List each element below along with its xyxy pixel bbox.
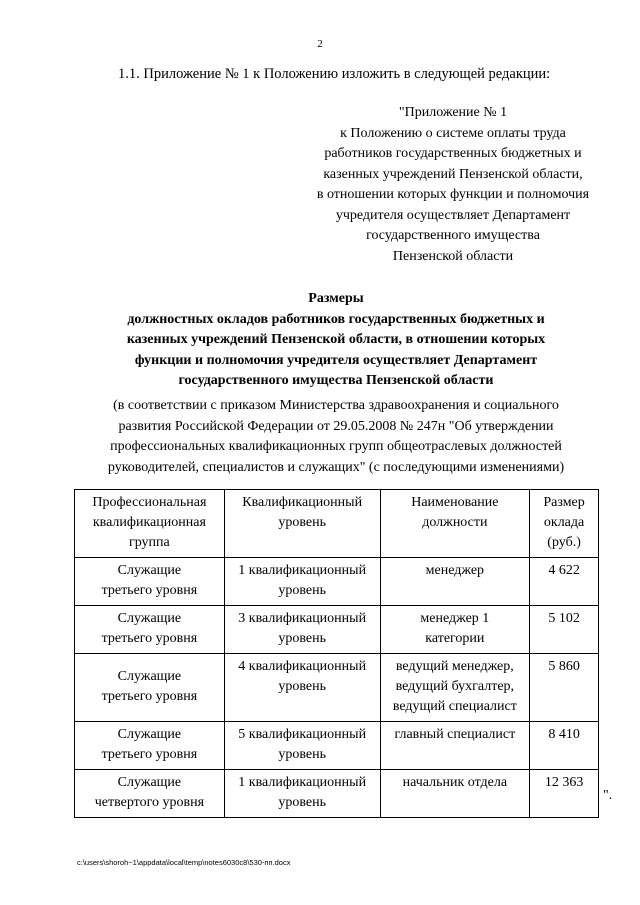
table-row xyxy=(75,722,599,770)
cell-group xyxy=(75,558,225,606)
cell-text: менеджер 1 xyxy=(420,611,490,626)
basis-line: (в соответствии с приказом Министерства здравоохранения и социального xyxy=(113,398,559,413)
title-line: должностных окладов работников государственных бюджетных и xyxy=(127,311,545,327)
cell-text: четвертого уровня xyxy=(94,795,205,810)
document-title xyxy=(86,289,586,392)
cell-text: главный специалист xyxy=(394,727,516,742)
appendix-line: "Приложение № 1 xyxy=(398,105,508,120)
cell-text: Служащие xyxy=(117,727,182,742)
footer-file-path: c:\users\shoroh~1\appdata\local\temp\notes6030c8\530-пп.docx xyxy=(77,858,291,867)
basis-line: руководителей, специалистов и служащих" (с последующими изменениями) xyxy=(107,459,565,475)
cell-text: уровень xyxy=(278,747,326,762)
appendix-line: государственного имущества xyxy=(366,228,540,243)
cell-level xyxy=(224,770,380,818)
cell-level xyxy=(224,558,380,606)
header-salary xyxy=(530,490,599,558)
closing-quote: ". xyxy=(603,788,613,803)
cell-text: 4 квалификационный xyxy=(238,659,367,674)
header-qualification-level xyxy=(224,490,380,558)
table-row xyxy=(75,654,599,722)
header-text: Размер xyxy=(543,495,585,510)
cell-group xyxy=(75,654,225,722)
header-text: квалификационная xyxy=(92,515,206,530)
header-text: Наименование xyxy=(411,495,499,510)
cell-text: уровень xyxy=(278,795,326,810)
table-header-row xyxy=(75,490,599,558)
title-line: государственного имущества Пензенской области xyxy=(178,373,494,388)
basis-line: развития Российской Федерации от 29.05.2008 № 247н "Об утверждении xyxy=(118,418,554,434)
cell-position xyxy=(380,722,530,770)
cell-text: ведущий бухгалтер, xyxy=(395,679,515,694)
cell-text: третьего уровня xyxy=(101,583,198,598)
header-text: Профессиональная xyxy=(92,495,207,510)
cell-text: категории xyxy=(425,631,485,646)
cell-salary: 12 363 xyxy=(530,770,599,818)
cell-position xyxy=(380,654,530,722)
header-text: (руб.) xyxy=(547,535,581,550)
cell-text: 1 квалификационный xyxy=(238,563,367,578)
cell-group xyxy=(75,606,225,654)
title-line: казенных учреждений Пензенской области, в отношении которых xyxy=(126,332,546,347)
table-row xyxy=(75,558,599,606)
appendix-reference xyxy=(300,103,606,267)
cell-level xyxy=(224,722,380,770)
appendix-line: казенных учреждений Пензенской области, xyxy=(323,166,583,182)
header-text: Квалификационный xyxy=(242,495,363,510)
cell-position xyxy=(380,770,530,818)
cell-text: третьего уровня xyxy=(101,689,198,704)
cell-text: Служащие xyxy=(117,775,182,790)
cell-level xyxy=(224,654,380,722)
header-text: группа xyxy=(129,535,170,550)
page-number: 2 xyxy=(317,38,323,50)
cell-group xyxy=(75,770,225,818)
appendix-line: Пензенской области xyxy=(392,248,514,264)
cell-text: ведущий специалист xyxy=(392,699,517,714)
header-position-name xyxy=(380,490,530,558)
table-row xyxy=(75,606,599,654)
cell-position xyxy=(380,606,530,654)
cell-text: ведущий менеджер, xyxy=(395,659,514,674)
intro-line: 1.1. Приложение № 1 к Положению изложить в следующей редакции: xyxy=(118,66,551,82)
header-text: уровень xyxy=(278,515,326,530)
cell-group xyxy=(75,722,225,770)
header-text: должности xyxy=(422,515,488,530)
cell-text: начальник отдела xyxy=(402,775,508,790)
cell-position xyxy=(380,558,530,606)
cell-text: уровень xyxy=(278,583,326,598)
cell-text: 3 квалификационный xyxy=(238,611,367,626)
legal-basis-note xyxy=(73,396,599,478)
salary-table xyxy=(74,489,599,818)
appendix-line: работников государственных бюджетных и xyxy=(324,146,582,161)
header-professional-group xyxy=(75,490,225,558)
appendix-line: учредителя осуществляет Департамент xyxy=(335,207,571,223)
title-line: Размеры xyxy=(308,291,364,306)
cell-text: Служащие xyxy=(117,611,182,626)
cell-salary: 5 860 xyxy=(530,654,599,722)
cell-text: третьего уровня xyxy=(101,631,198,646)
appendix-line: к Положению о системе оплаты труда xyxy=(340,125,566,141)
cell-text: третьего уровня xyxy=(101,747,198,762)
cell-text: уровень xyxy=(278,631,326,646)
cell-text: 5 квалификационный xyxy=(238,727,367,742)
cell-text: уровень xyxy=(278,679,326,694)
cell-salary: 4 622 xyxy=(530,558,599,606)
cell-level xyxy=(224,606,380,654)
header-text: оклада xyxy=(543,515,585,530)
appendix-line: в отношении которых функции и полномочия xyxy=(316,187,590,202)
cell-text: 1 квалификационный xyxy=(238,775,367,790)
cell-text: Служащие xyxy=(117,669,182,684)
cell-text: Служащие xyxy=(117,563,182,578)
cell-text: менеджер xyxy=(425,563,485,578)
table-row xyxy=(75,770,599,818)
cell-salary: 8 410 xyxy=(530,722,599,770)
cell-salary: 5 102 xyxy=(530,606,599,654)
basis-line: профессиональных квалификационных групп общеотраслевых должностей xyxy=(110,439,562,454)
title-line: функции и полномочия учредителя осуществляет Департамент xyxy=(134,352,538,368)
